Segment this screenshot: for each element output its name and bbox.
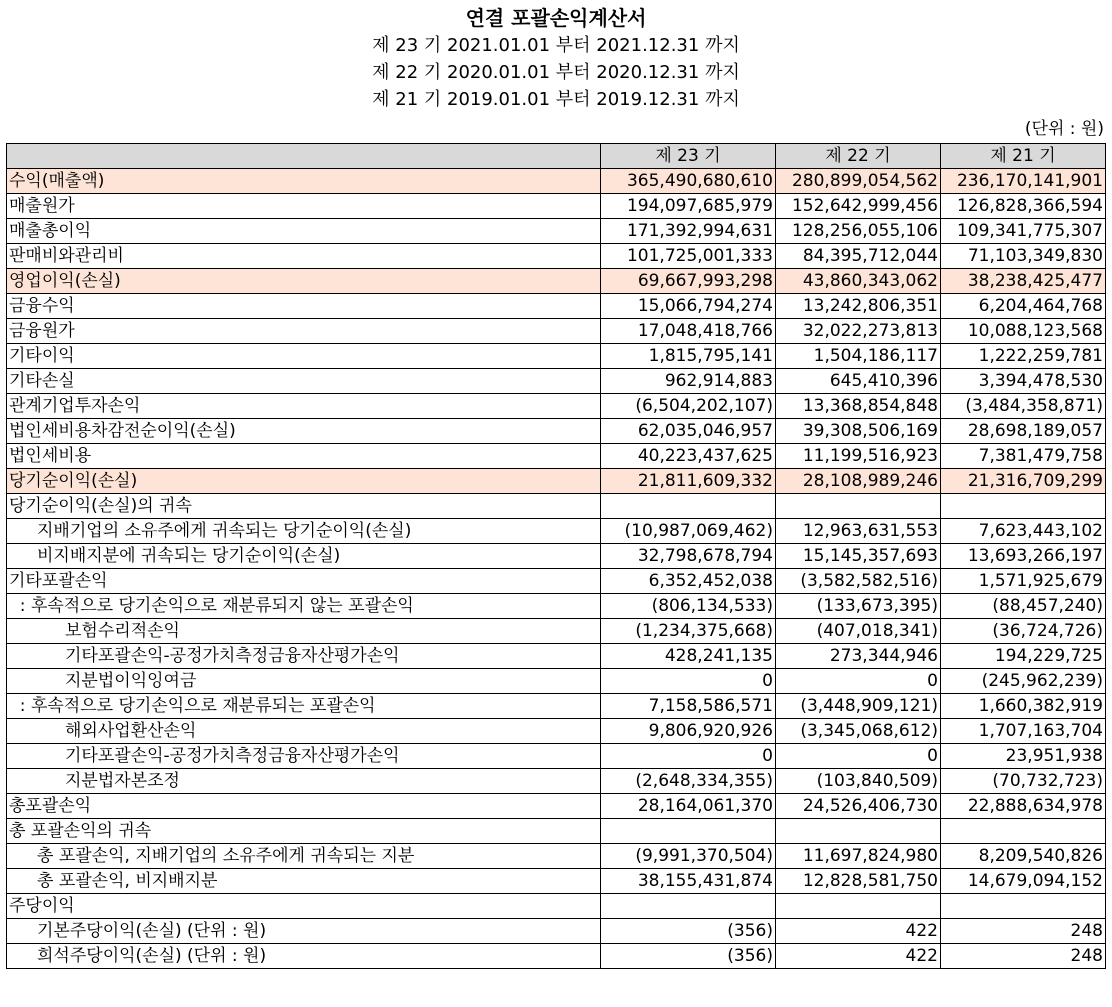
value-cell-v21: (3,484,358,871)	[941, 394, 1106, 419]
table-row	[7, 369, 1106, 394]
table-row	[7, 494, 1106, 519]
table-row	[7, 419, 1106, 444]
value-cell-v23: 6,352,452,038	[601, 569, 776, 594]
value-cell-v22: 13,242,806,351	[776, 294, 941, 319]
table-row	[7, 819, 1106, 844]
row-label: 당기순이익(손실)	[7, 469, 601, 494]
value-cell-v21: 1,222,259,781	[941, 344, 1106, 369]
table-row	[7, 744, 1106, 769]
value-cell-v23: (1,234,375,668)	[601, 619, 776, 644]
table-row	[7, 219, 1106, 244]
unit-label: (단위 : 원)	[1024, 119, 1104, 139]
header-period-22: 제 22 기	[776, 144, 941, 169]
value-cell-v23: 194,097,685,979	[601, 194, 776, 219]
value-cell-v22: (3,448,909,121)	[776, 694, 941, 719]
value-cell-v22: 128,256,055,106	[776, 219, 941, 244]
value-cell-v23: 15,066,794,274	[601, 294, 776, 319]
value-cell-v21: 236,170,141,901	[941, 169, 1106, 194]
row-label: 총 포괄손익, 지배기업의 소유주에게 귀속되는 지분	[7, 844, 601, 869]
value-cell-v23: 0	[601, 669, 776, 694]
value-cell-v21: 126,828,366,594	[941, 194, 1106, 219]
value-cell-v21: (36,724,726)	[941, 619, 1106, 644]
value-cell-v23: (9,991,370,504)	[601, 844, 776, 869]
row-label: 해외사업환산손익	[7, 719, 601, 744]
value-cell-v22: 0	[776, 669, 941, 694]
value-cell-v22: 152,642,999,456	[776, 194, 941, 219]
value-cell-v21: (70,732,723)	[941, 769, 1106, 794]
value-cell-v23: 62,035,046,957	[601, 419, 776, 444]
value-cell-v21	[941, 494, 1106, 519]
value-cell-v21: 28,698,189,057	[941, 419, 1106, 444]
table-row	[7, 944, 1106, 969]
statement-title: 연결 포괄손익계산서	[465, 6, 647, 30]
value-cell-v22: 11,199,516,923	[776, 444, 941, 469]
value-cell-v23: (806,134,533)	[601, 594, 776, 619]
period-line-22: 제 22 기 2020.01.01 부터 2020.12.31 까지	[372, 62, 740, 83]
row-label: 총 포괄손익, 비지배지분	[7, 869, 601, 894]
value-cell-v21: 10,088,123,568	[941, 319, 1106, 344]
value-cell-v22	[776, 819, 941, 844]
value-cell-v23: 428,241,135	[601, 644, 776, 669]
table-row	[7, 669, 1106, 694]
value-cell-v22: 280,899,054,562	[776, 169, 941, 194]
table-row	[7, 344, 1106, 369]
row-label: 수익(매출액)	[7, 169, 601, 194]
value-cell-v22: 28,108,989,246	[776, 469, 941, 494]
value-cell-v22: 39,308,506,169	[776, 419, 941, 444]
row-label: 주당이익	[7, 894, 601, 919]
table-row	[7, 919, 1106, 944]
table-row	[7, 619, 1106, 644]
value-cell-v21: 7,381,479,758	[941, 444, 1106, 469]
value-cell-v22: 11,697,824,980	[776, 844, 941, 869]
value-cell-v23: 101,725,001,333	[601, 244, 776, 269]
value-cell-v21: 71,103,349,830	[941, 244, 1106, 269]
value-cell-v22: (3,582,582,516)	[776, 569, 941, 594]
table-row	[7, 244, 1106, 269]
period-line-21: 제 21 기 2019.01.01 부터 2019.12.31 까지	[372, 89, 740, 110]
value-cell-v22: 12,963,631,553	[776, 519, 941, 544]
value-cell-v22: 24,526,406,730	[776, 794, 941, 819]
table-row	[7, 769, 1106, 794]
row-label: 영업이익(손실)	[7, 269, 601, 294]
row-label: 총 포괄손익의 귀속	[7, 819, 601, 844]
value-cell-v22: (407,018,341)	[776, 619, 941, 644]
value-cell-v21: 23,951,938	[941, 744, 1106, 769]
table-row	[7, 569, 1106, 594]
value-cell-v23: 21,811,609,332	[601, 469, 776, 494]
value-cell-v22: 422	[776, 944, 941, 969]
row-label: 당기순이익(손실)의 귀속	[7, 494, 601, 519]
value-cell-v23: (356)	[601, 919, 776, 944]
row-label: 금융원가	[7, 319, 601, 344]
row-label: 기타이익	[7, 344, 601, 369]
value-cell-v23: 171,392,994,631	[601, 219, 776, 244]
table-row	[7, 269, 1106, 294]
row-label: 법인세비용차감전순이익(손실)	[7, 419, 601, 444]
value-cell-v21: 1,707,163,704	[941, 719, 1106, 744]
table-row	[7, 794, 1106, 819]
value-cell-v22: 0	[776, 744, 941, 769]
value-cell-v23: (6,504,202,107)	[601, 394, 776, 419]
row-label: 기타포괄손익	[7, 569, 601, 594]
value-cell-v23: 1,815,795,141	[601, 344, 776, 369]
income-statement-table	[6, 143, 1106, 969]
row-label: 매출총이익	[7, 219, 601, 244]
value-cell-v22: 32,022,273,813	[776, 319, 941, 344]
value-cell-v21: 248	[941, 944, 1106, 969]
value-cell-v21: 13,693,266,197	[941, 544, 1106, 569]
row-label: 지분법이익잉여금	[7, 669, 601, 694]
value-cell-v23: 9,806,920,926	[601, 719, 776, 744]
table-row	[7, 694, 1106, 719]
value-cell-v23: 32,798,678,794	[601, 544, 776, 569]
table-row	[7, 894, 1106, 919]
value-cell-v23: 365,490,680,610	[601, 169, 776, 194]
value-cell-v21	[941, 819, 1106, 844]
value-cell-v23	[601, 894, 776, 919]
value-cell-v21: 14,679,094,152	[941, 869, 1106, 894]
row-label: 희석주당이익(손실) (단위 : 원)	[7, 944, 601, 969]
row-label: 금융수익	[7, 294, 601, 319]
value-cell-v23: 17,048,418,766	[601, 319, 776, 344]
value-cell-v23: 28,164,061,370	[601, 794, 776, 819]
table-row	[7, 844, 1106, 869]
table-row	[7, 319, 1106, 344]
value-cell-v23: 0	[601, 744, 776, 769]
row-label: 기본주당이익(손실) (단위 : 원)	[7, 919, 601, 944]
value-cell-v22: 645,410,396	[776, 369, 941, 394]
value-cell-v21: 7,623,443,102	[941, 519, 1106, 544]
value-cell-v21: 3,394,478,530	[941, 369, 1106, 394]
row-label: 지배기업의 소유주에게 귀속되는 당기순이익(손실)	[7, 519, 601, 544]
header-period-23: 제 23 기	[601, 144, 776, 169]
row-label: 매출원가	[7, 194, 601, 219]
value-cell-v23: 7,158,586,571	[601, 694, 776, 719]
table-row	[7, 194, 1106, 219]
value-cell-v21: 6,204,464,768	[941, 294, 1106, 319]
value-cell-v21: (88,457,240)	[941, 594, 1106, 619]
value-cell-v22: (3,345,068,612)	[776, 719, 941, 744]
value-cell-v21: 248	[941, 919, 1106, 944]
value-cell-v23: (10,987,069,462)	[601, 519, 776, 544]
value-cell-v23	[601, 494, 776, 519]
value-cell-v22: (103,840,509)	[776, 769, 941, 794]
row-label: 관계기업투자손익	[7, 394, 601, 419]
value-cell-v21: 109,341,775,307	[941, 219, 1106, 244]
value-cell-v21: 21,316,709,299	[941, 469, 1106, 494]
row-label: 법인세비용	[7, 444, 601, 469]
value-cell-v21: (245,962,239)	[941, 669, 1106, 694]
value-cell-v21: 38,238,425,477	[941, 269, 1106, 294]
value-cell-v22: 273,344,946	[776, 644, 941, 669]
value-cell-v22: 422	[776, 919, 941, 944]
value-cell-v23: (356)	[601, 944, 776, 969]
value-cell-v21: 22,888,634,978	[941, 794, 1106, 819]
value-cell-v22: 84,395,712,044	[776, 244, 941, 269]
value-cell-v23: (2,648,334,355)	[601, 769, 776, 794]
table-row	[7, 469, 1106, 494]
period-line-23: 제 23 기 2021.01.01 부터 2021.12.31 까지	[372, 35, 740, 56]
row-label: 판매비와관리비	[7, 244, 601, 269]
row-label: 비지배지분에 귀속되는 당기순이익(손실)	[7, 544, 601, 569]
value-cell-v21	[941, 894, 1106, 919]
value-cell-v21: 1,571,925,679	[941, 569, 1106, 594]
value-cell-v22: 43,860,343,062	[776, 269, 941, 294]
table-row	[7, 719, 1106, 744]
table-row	[7, 294, 1106, 319]
value-cell-v21: 1,660,382,919	[941, 694, 1106, 719]
value-cell-v22	[776, 494, 941, 519]
row-label: : 후속적으로 당기손익으로 재분류되는 포괄손익	[7, 694, 601, 719]
value-cell-v23: 38,155,431,874	[601, 869, 776, 894]
table-row	[7, 869, 1106, 894]
table-row	[7, 644, 1106, 669]
table-row	[7, 544, 1106, 569]
table-header-row	[7, 144, 1106, 169]
value-cell-v22: 13,368,854,848	[776, 394, 941, 419]
value-cell-v22: 12,828,581,750	[776, 869, 941, 894]
row-label: 기타포괄손익-공정가치측정금융자산평가손익	[7, 744, 601, 769]
header-period-21: 제 21 기	[941, 144, 1106, 169]
header-label-cell	[7, 144, 601, 169]
value-cell-v23: 962,914,883	[601, 369, 776, 394]
table-body	[7, 169, 1106, 969]
value-cell-v22: 1,504,186,117	[776, 344, 941, 369]
value-cell-v22: (133,673,395)	[776, 594, 941, 619]
value-cell-v22	[776, 894, 941, 919]
value-cell-v23: 40,223,437,625	[601, 444, 776, 469]
value-cell-v23: 69,667,993,298	[601, 269, 776, 294]
value-cell-v21: 194,229,725	[941, 644, 1106, 669]
row-label: : 후속적으로 당기손익으로 재분류되지 않는 포괄손익	[7, 594, 601, 619]
row-label: 총포괄손익	[7, 794, 601, 819]
table-row	[7, 394, 1106, 419]
table-row	[7, 444, 1106, 469]
row-label: 기타손실	[7, 369, 601, 394]
table-row	[7, 169, 1106, 194]
value-cell-v23	[601, 819, 776, 844]
row-label: 기타포괄손익-공정가치측정금융자산평가손익	[7, 644, 601, 669]
row-label: 지분법자본조정	[7, 769, 601, 794]
table-row	[7, 519, 1106, 544]
table-row	[7, 594, 1106, 619]
row-label: 보험수리적손익	[7, 619, 601, 644]
value-cell-v21: 8,209,540,826	[941, 844, 1106, 869]
value-cell-v22: 15,145,357,693	[776, 544, 941, 569]
